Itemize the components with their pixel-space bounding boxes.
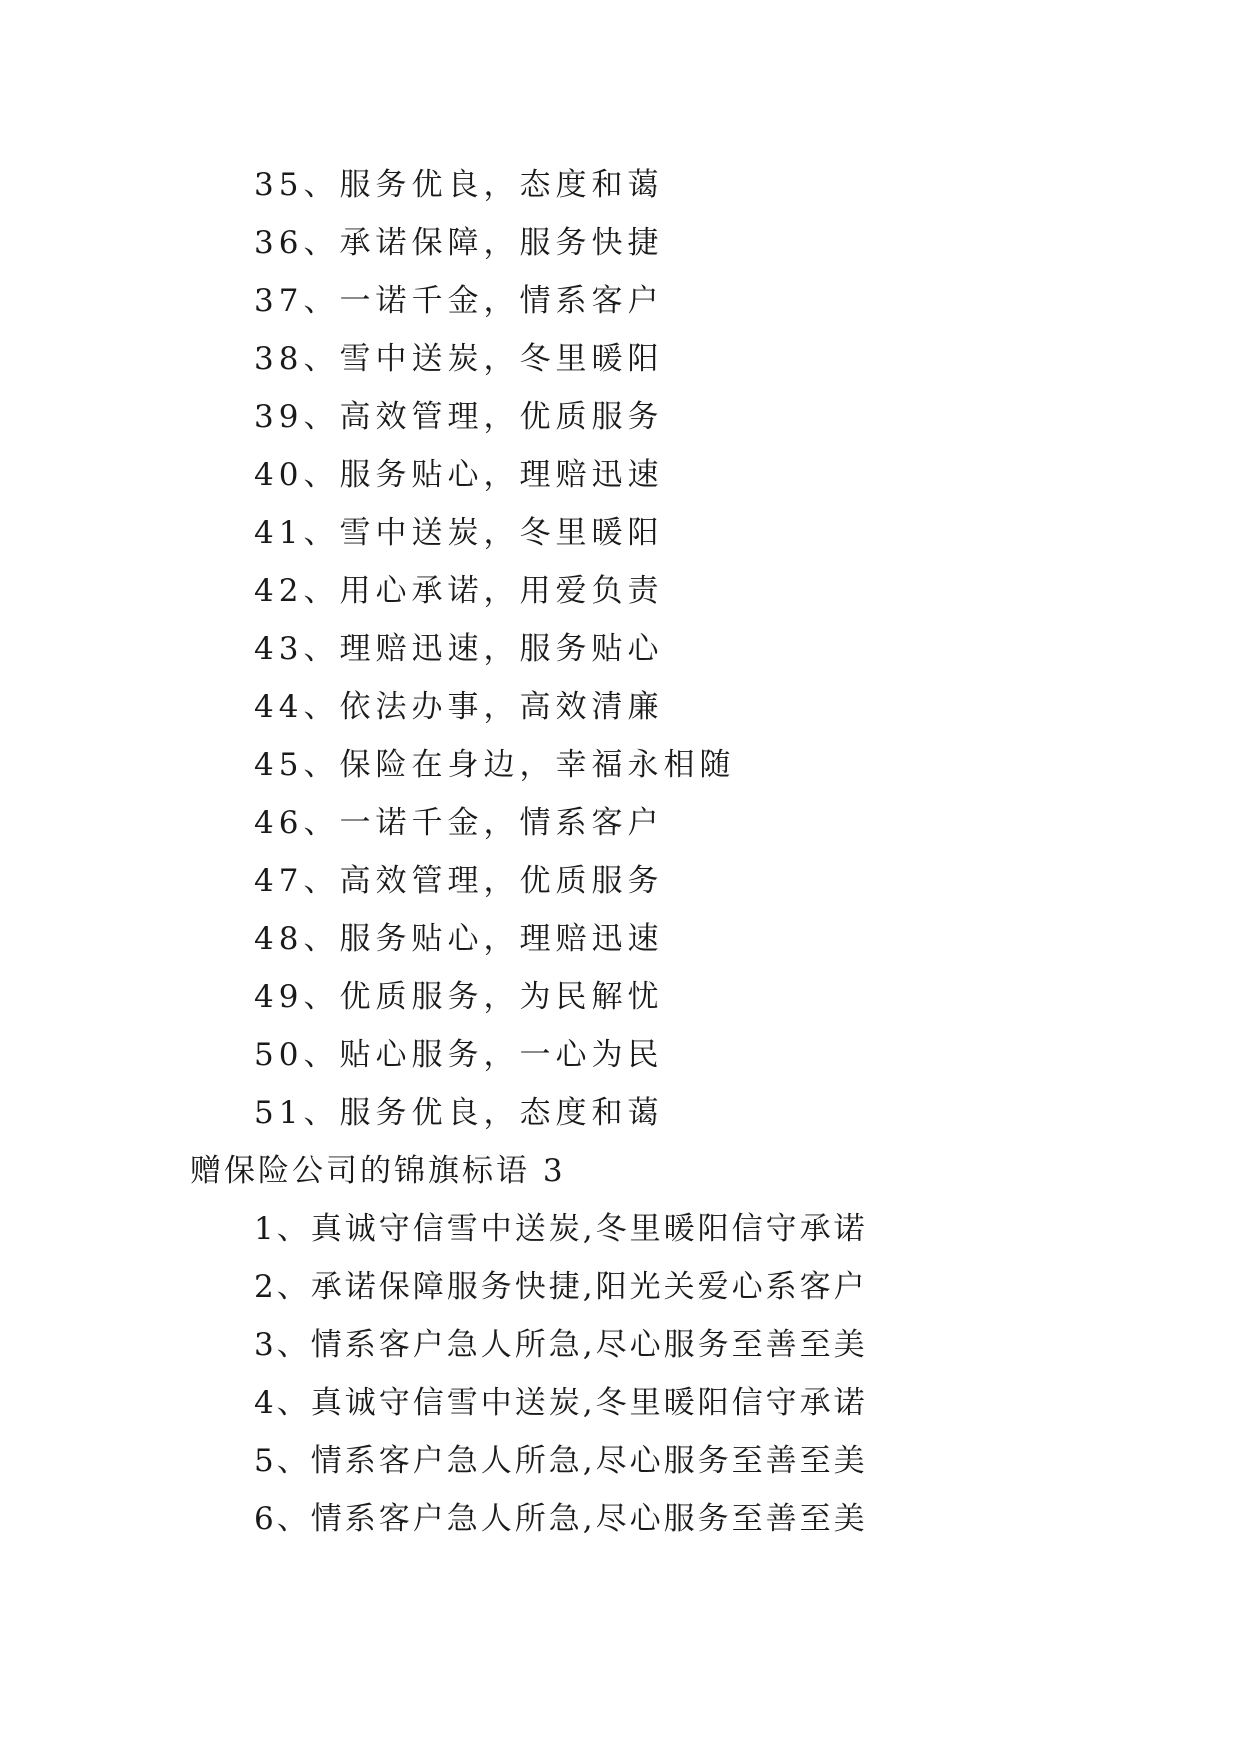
list-item: 3、情系客户急人所急,尽心服务至善至美 bbox=[254, 1327, 868, 1363]
list-item: 6、情系客户急人所急,尽心服务至善至美 bbox=[254, 1501, 868, 1537]
list-item: 37、一诺千金，情系客户 bbox=[254, 283, 664, 319]
list-item: 2、承诺保障服务快捷,阳光关爱心系客户 bbox=[254, 1269, 868, 1305]
list-item: 46、一诺千金，情系客户 bbox=[254, 805, 664, 841]
list-item: 36、承诺保障，服务快捷 bbox=[254, 225, 664, 261]
list-item: 42、用心承诺，用爱负责 bbox=[254, 573, 664, 609]
list-item: 45、保险在身边，幸福永相随 bbox=[254, 747, 736, 783]
list-item: 5、情系客户急人所急,尽心服务至善至美 bbox=[254, 1443, 868, 1479]
list-item: 39、高效管理，优质服务 bbox=[254, 399, 664, 435]
list-item: 40、服务贴心，理赔迅速 bbox=[254, 457, 664, 493]
list-item: 43、理赔迅速，服务贴心 bbox=[254, 631, 664, 667]
list-item: 1、真诚守信雪中送炭,冬里暖阳信守承诺 bbox=[254, 1211, 868, 1247]
list-item: 47、高效管理，优质服务 bbox=[254, 863, 664, 899]
section-heading: 赠保险公司的锦旗标语 3 bbox=[190, 1153, 566, 1189]
list-item: 35、服务优良，态度和蔼 bbox=[254, 167, 664, 203]
list-item: 4、真诚守信雪中送炭,冬里暖阳信守承诺 bbox=[254, 1385, 868, 1421]
list-item: 51、服务优良，态度和蔼 bbox=[254, 1095, 664, 1131]
list-item: 49、优质服务，为民解忧 bbox=[254, 979, 664, 1015]
list-item: 48、服务贴心，理赔迅速 bbox=[254, 921, 664, 957]
list-item: 41、雪中送炭，冬里暖阳 bbox=[254, 515, 664, 551]
list-item: 50、贴心服务，一心为民 bbox=[254, 1037, 664, 1073]
list-item: 44、依法办事，高效清廉 bbox=[254, 689, 664, 725]
list-item: 38、雪中送炭，冬里暖阳 bbox=[254, 341, 664, 377]
